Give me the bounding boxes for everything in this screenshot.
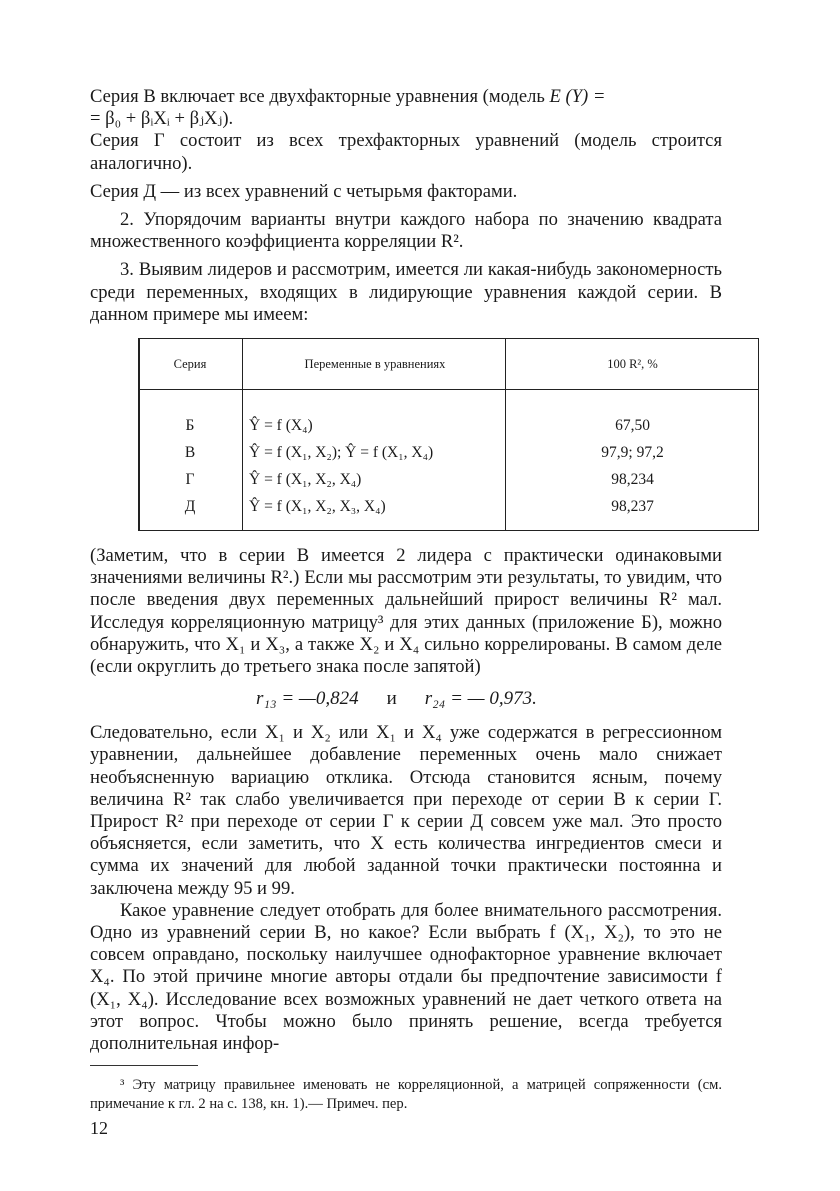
cell-series: Д [138,493,243,531]
table-right-border [758,338,760,531]
table-row [138,493,759,531]
cell-value: 98,237 [611,497,654,515]
table-row [138,466,759,493]
page-number: 12 [90,1118,108,1139]
table-row [138,390,759,440]
table-left-border [138,338,140,531]
cell-series: В [138,439,243,466]
results-table-wrapper [138,338,759,531]
footnote: ³ Эту матрицу правильнее именовать не корреляционной, а матрицей сопряженности (см. примечание к гл. 2 на с. 138, кн. 1).— Примеч. пер. [90,1077,722,1113]
formula-r13: r₁₃ = —0,824 [256,688,359,710]
header-variables: Переменные в уравнениях [243,339,506,390]
cell-equation: Ŷ = f (X₁, X₂, X₃, X₄) [243,493,506,531]
table-header-row [138,339,759,390]
formula-r24: r₂₄ = — 0,973. [424,688,537,710]
cell-value: 97,9; 97,2 [601,443,664,461]
correlation-formula [256,688,722,710]
table-row [138,439,759,466]
paragraph-which-equation: Какое уравнение следует отобрать для более внимательного рассмотрения. Одно из уравнений серии В, но какое? Если выбрать f (X₁, X₂), то это не совсем оправдано, поскольку наилучшее однофакторное уравнение включает X₄. По этой причине многие авторы отдали бы предпочтение зависимости f (X₁, X₄). Исследование всех возможных уравнений не дает четкого ответа на этот вопрос. Чтобы можно было принять решение, всегда требуется дополнительная инфор- [90,899,722,1055]
results-table [138,338,759,531]
cell-series: Б [138,390,243,440]
paragraph-note: (Заметим, что в серии В имеется 2 лидера с практически одинаковыми значениями величины R².) Если мы рассмотрим эти результаты, то увидим, что после введения двух переменных дальнейший прирост величины R² мал. Исследуя корреляционную матрицу³ для этих данных (приложение Б), можно обнаружить, что X₁ и X₃, а также X₂ и X₄ сильно коррелированы. В самом деле (если округлить до третьего знака после запятой) [90,545,722,678]
step-3: 3. Выявим лидеров и рассмотрим, имеется ли какая-нибудь закономерность среди переменных, входящих в лидирующие уравнения каждой серии. В данном примере мы имеем: [90,259,722,325]
footnote-divider [90,1065,198,1066]
header-r2: 100 R², % [607,356,658,371]
cell-equation: Ŷ = f (X₁, X₂); Ŷ = f (X₁, X₄) [243,439,506,466]
formula-and: и [386,688,397,710]
cell-equation: Ŷ = f (X₄) [243,390,506,440]
paragraph-series-g: Серия Г состоит из всех трехфакторных уравнений (модель строится аналогично). [90,130,722,174]
cell-equation: Ŷ = f (X₁, X₂, X₄) [243,466,506,493]
cell-series: Г [138,466,243,493]
header-series: Серия [138,339,243,390]
cell-value: 98,234 [611,470,654,488]
cell-value: 67,50 [615,416,650,434]
paragraph-series-v: Серия В включает все двухфакторные уравнения (модель E (Y) = = β₀ + βᵢXᵢ + βⱼXⱼ). [90,86,606,130]
page-body [90,86,722,1139]
paragraph-series-d: Серия Д — из всех уравнений с четырьмя факторами. [90,180,518,202]
paragraph-consequently: Следовательно, если X₁ и X₂ или X₁ и X₄ уже содержатся в регрессионном уравнении, дальнейшее добавление переменных очень мало снижает необъясненную вариацию отклика. Отсюда становится ясным, почему величина R² так слабо увеличивается при переходе от серии В к серии Г. Прирост R² при переходе от серии Г к серии Д совсем уже мал. Это просто объясняется, если заметить, что X есть количества ингредиентов смеси и сумма их значений для любой заданной точки практически постоянна и заключена между 95 и 99. [90,722,722,899]
step-2: 2. Упорядочим варианты внутри каждого набора по значению квадрата множественного коэффициента корреляции R². [90,209,722,253]
